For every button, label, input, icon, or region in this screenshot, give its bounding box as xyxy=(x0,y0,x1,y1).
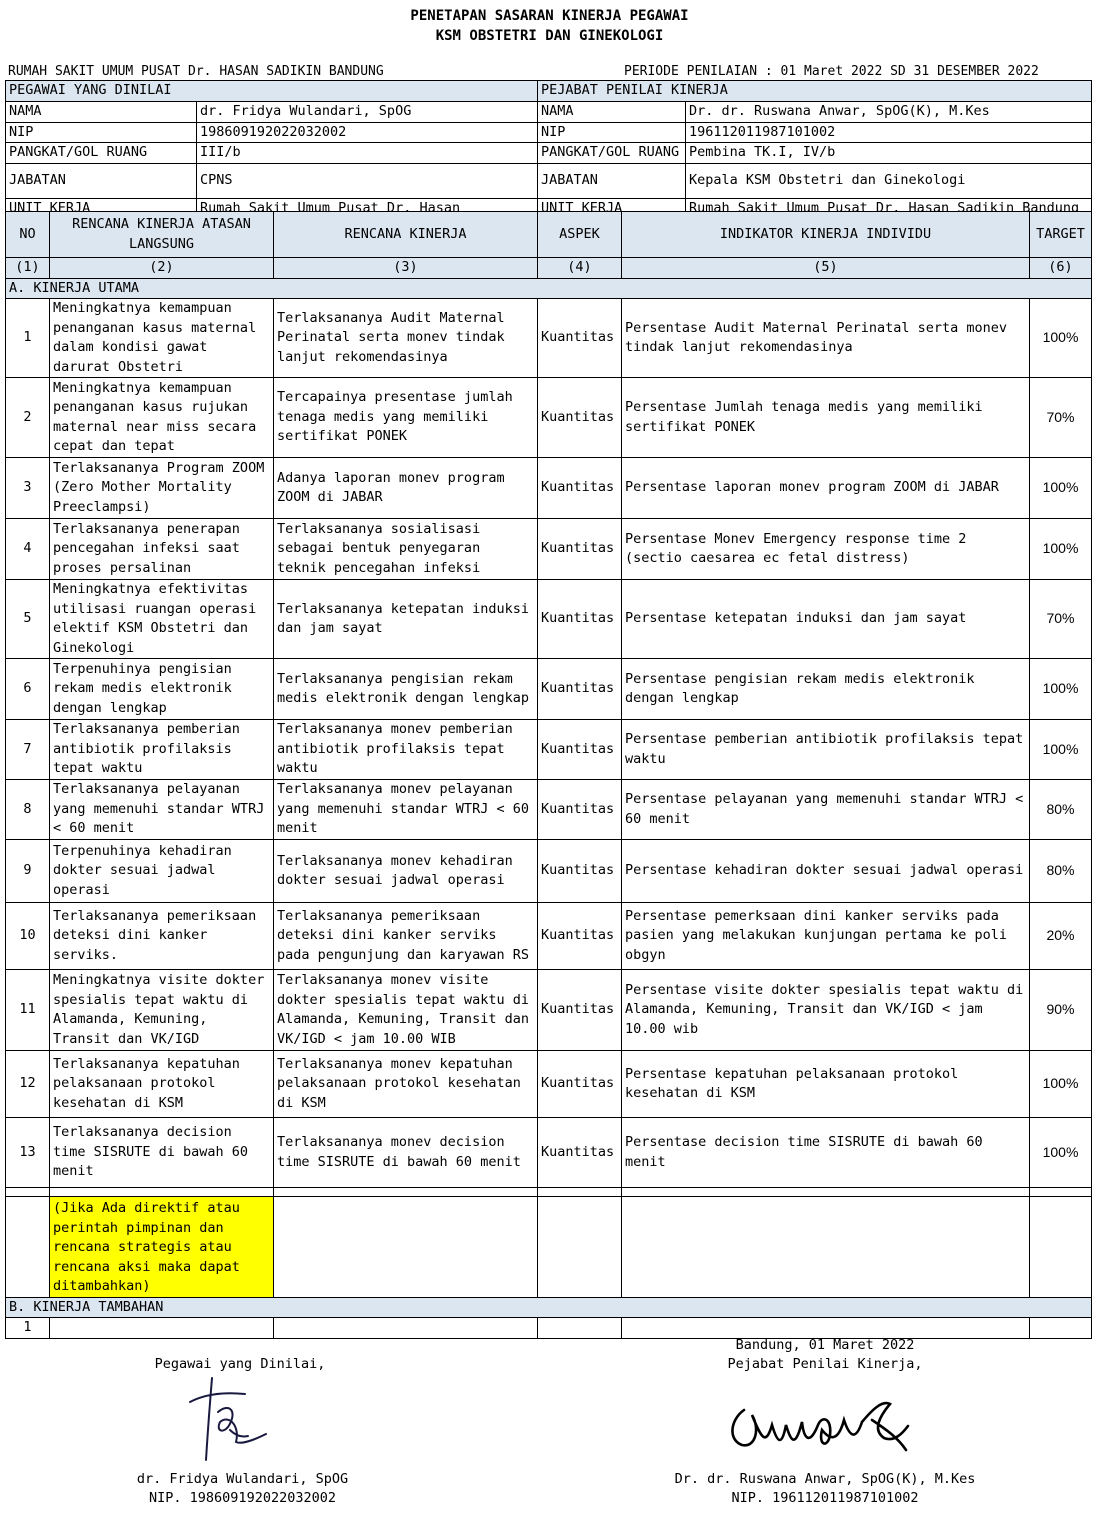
supervisor-plan-cell: Meningkatnya kemampuan penanganan kasus maternal dalam kondisi gawat darurat Obstetri xyxy=(50,299,274,378)
table-row xyxy=(6,720,1092,780)
row-number: 12 xyxy=(6,1051,50,1118)
aspect-cell: Kuantitas xyxy=(538,970,622,1051)
directive-note: (Jika Ada direktif atau perintah pimpinan dan rencana strategis atau rencana aksi maka dapat ditambahkan) xyxy=(50,1197,274,1298)
target-cell: 90% xyxy=(1030,970,1092,1051)
employee-nip: 198609192022032002 xyxy=(197,122,538,143)
table-row xyxy=(6,378,1092,458)
row-number: 1 xyxy=(6,299,50,378)
supervisor-plan-cell: Meningkatnya visite dokter spesialis tepat waktu di Alamanda, Kemuning, Transit dan VK/IGD xyxy=(50,970,274,1051)
employee-signature-nip: NIP. 198609192022032002 xyxy=(149,1490,336,1506)
assessor-signature-image xyxy=(722,1390,922,1460)
table-row xyxy=(6,580,1092,659)
table-row xyxy=(6,780,1092,840)
performance-plan-cell: Terlaksananya sosialisasi sebagai bentuk penyegaran teknik pencegahan infeksi xyxy=(274,519,538,580)
aspect-cell: Kuantitas xyxy=(538,903,622,970)
section-a-header: A. KINERJA UTAMA xyxy=(6,278,1092,299)
target-cell: 70% xyxy=(1030,580,1092,659)
target-cell: 100% xyxy=(1030,720,1092,780)
indicator-cell: Persentase Audit Maternal Perinatal serta monev tindak lanjut rekomendasinya xyxy=(622,299,1030,378)
supervisor-plan-cell: Terlaksananya kepatuhan pelaksanaan protokol kesehatan di KSM xyxy=(50,1051,274,1118)
aspect-cell: Kuantitas xyxy=(538,720,622,780)
section-b-header: B. KINERJA TAMBAHAN xyxy=(6,1297,1092,1318)
performance-plan-cell: Adanya laporan monev program ZOOM di JABAR xyxy=(274,458,538,519)
assessor-position: Kepala KSM Obstetri dan Ginekologi xyxy=(686,163,1092,198)
row-number: 11 xyxy=(6,970,50,1051)
identity-table xyxy=(5,80,1092,219)
employee-name: dr. Fridya Wulandari, SpOG xyxy=(197,101,538,122)
assessor-nip-label: NIP xyxy=(538,122,686,143)
indicator-cell: Persentase pelayanan yang memenuhi standar WTRJ < 60 menit xyxy=(622,780,1030,840)
column-number-1: (1) xyxy=(6,258,50,279)
supervisor-plan-cell: Terlaksananya pelayanan yang memenuhi standar WTRJ < 60 menit xyxy=(50,780,274,840)
indicator-cell: Persentase Monev Emergency response time 2 (sectio caesarea ec fetal distress) xyxy=(622,519,1030,580)
target-cell: 100% xyxy=(1030,1051,1092,1118)
row-number: 13 xyxy=(6,1118,50,1188)
aspect-cell: Kuantitas xyxy=(538,659,622,720)
performance-plan-cell: Terlaksananya Audit Maternal Perinatal serta monev tindak lanjut rekomendasinya xyxy=(274,299,538,378)
assessor-signature-name: Dr. dr. Ruswana Anwar, SpOG(K), M.Kes xyxy=(674,1471,976,1487)
employee-rank: III/b xyxy=(197,143,538,164)
row-number: 8 xyxy=(6,780,50,840)
indicator-cell: Persentase pemberian antibiotik profilaksis tepat waktu xyxy=(622,720,1030,780)
column-number-3: (3) xyxy=(274,258,538,279)
performance-plan-cell: Tercapainya presentase jumlah tenaga medis yang memiliki sertifikat PONEK xyxy=(274,378,538,458)
supervisor-plan-cell: Terpenuhinya pengisian rekam medis elektronik dengan lengkap xyxy=(50,659,274,720)
employee-section-header: PEGAWAI YANG DINILAI xyxy=(6,81,538,102)
extra-row-number: 1 xyxy=(6,1318,50,1339)
indicator-cell: Persentase Jumlah tenaga medis yang memiliki sertifikat PONEK xyxy=(622,378,1030,458)
column-header-indicator: INDIKATOR KINERJA INDIVIDU xyxy=(622,212,1030,258)
table-row xyxy=(6,1118,1092,1188)
column-header-supervisor-plan: RENCANA KINERJA ATASAN LANGSUNG xyxy=(50,212,274,258)
table-row xyxy=(6,903,1092,970)
indicator-cell: Persentase pengisian rekam medis elektronik dengan lengkap xyxy=(622,659,1030,720)
table-row xyxy=(6,458,1092,519)
performance-plan-cell: Terlaksananya monev kehadiran dokter sesuai jadwal operasi xyxy=(274,840,538,903)
supervisor-plan-cell: Terlaksananya penerapan pencegahan infeksi saat proses persalinan xyxy=(50,519,274,580)
document-subtitle: KSM OBSTETRI DAN GINEKOLOGI xyxy=(435,28,664,44)
supervisor-plan-cell: Meningkatnya efektivitas utilisasi ruangan operasi elektif KSM Obstetri dan Ginekologi xyxy=(50,580,274,659)
aspect-cell: Kuantitas xyxy=(538,458,622,519)
indicator-cell: Persentase decision time SISRUTE di bawah 60 menit xyxy=(622,1118,1030,1188)
table-row xyxy=(6,840,1092,903)
table-row xyxy=(6,519,1092,580)
performance-plan-cell: Terlaksananya ketepatan induksi dan jam sayat xyxy=(274,580,538,659)
row-number: 7 xyxy=(6,720,50,780)
aspect-cell: Kuantitas xyxy=(538,780,622,840)
assessor-unit: Rumah Sakit Umum Pusat Dr. Hasan Sadikin Bandung xyxy=(686,198,1092,219)
employee-nip-label: NIP xyxy=(6,122,197,143)
column-number-6: (6) xyxy=(1030,258,1092,279)
assessor-position-label: JABATAN xyxy=(538,163,686,198)
employee-unit-label: UNIT KERJA xyxy=(6,198,197,219)
column-number-4: (4) xyxy=(538,258,622,279)
performance-plan-cell: Terlaksananya pemeriksaan deteksi dini kanker serviks pada pengunjung dan karyawan RS xyxy=(274,903,538,970)
signing-place-date: Bandung, 01 Maret 2022 xyxy=(735,1337,915,1353)
target-cell: 80% xyxy=(1030,780,1092,840)
aspect-cell: Kuantitas xyxy=(538,1051,622,1118)
indicator-cell: Persentase laporan monev program ZOOM di JABAR xyxy=(622,458,1030,519)
performance-plan-cell: Terlaksananya monev pemberian antibiotik profilaksis tepat waktu xyxy=(274,720,538,780)
column-number-5: (5) xyxy=(622,258,1030,279)
employee-signature-caption: Pegawai yang Dinilai, xyxy=(154,1356,326,1372)
employee-name-label: NAMA xyxy=(6,101,197,122)
supervisor-plan-cell: Meningkatnya kemampuan penanganan kasus rujukan maternal near miss secara cepat dan tepat xyxy=(50,378,274,458)
target-cell: 20% xyxy=(1030,903,1092,970)
aspect-cell: Kuantitas xyxy=(538,580,622,659)
assessment-period: PERIODE PENILAIAN : 01 Maret 2022 SD 31 DESEMBER 2022 xyxy=(624,64,1039,79)
employee-rank-label: PANGKAT/GOL RUANG xyxy=(6,143,197,164)
column-header-target: TARGET xyxy=(1030,212,1092,258)
indicator-cell: Persentase pemerksaan dini kanker serviks pada pasien yang melakukan kunjungan pertama ke poli obgyn xyxy=(622,903,1030,970)
target-cell: 100% xyxy=(1030,659,1092,720)
row-number: 9 xyxy=(6,840,50,903)
row-number: 10 xyxy=(6,903,50,970)
column-header-aspect: ASPEK xyxy=(538,212,622,258)
assessor-unit-label: UNIT KERJA xyxy=(538,198,686,219)
row-number: 3 xyxy=(6,458,50,519)
institution-name: RUMAH SAKIT UMUM PUSAT Dr. HASAN SADIKIN BANDUNG xyxy=(8,64,384,79)
employee-position-label: JABATAN xyxy=(6,163,197,198)
indicator-cell: Persentase ketepatan induksi dan jam sayat xyxy=(622,580,1030,659)
column-header-no: NO xyxy=(6,212,50,258)
assessor-name-label: NAMA xyxy=(538,101,686,122)
target-cell: 100% xyxy=(1030,458,1092,519)
performance-plan-cell: Terlaksananya monev decision time SISRUTE di bawah 60 menit xyxy=(274,1118,538,1188)
aspect-cell: Kuantitas xyxy=(538,1118,622,1188)
assessor-rank: Pembina TK.I, IV/b xyxy=(686,143,1092,164)
target-cell: 100% xyxy=(1030,519,1092,580)
target-cell: 80% xyxy=(1030,840,1092,903)
assessor-rank-label: PANGKAT/GOL RUANG xyxy=(538,143,686,164)
assessor-section-header: PEJABAT PENILAI KINERJA xyxy=(538,81,1092,102)
employee-signature-name: dr. Fridya Wulandari, SpOG xyxy=(136,1471,349,1487)
aspect-cell: Kuantitas xyxy=(538,299,622,378)
row-number: 6 xyxy=(6,659,50,720)
employee-position: CPNS xyxy=(197,163,538,198)
indicator-cell: Persentase visite dokter spesialis tepat waktu di Alamanda, Kemuning, Transit dan VK/IGD < jam 10.00 wib xyxy=(622,970,1030,1051)
row-number: 2 xyxy=(6,378,50,458)
table-row xyxy=(6,970,1092,1051)
assessor-name: Dr. dr. Ruswana Anwar, SpOG(K), M.Kes xyxy=(686,101,1092,122)
performance-plan-cell: Terlaksananya monev pelayanan yang memenuhi standar WTRJ < 60 menit xyxy=(274,780,538,840)
employee-unit: Rumah Sakit Umum Pusat Dr. Hasan xyxy=(197,198,538,219)
assessor-nip: 196112011987101002 xyxy=(686,122,1092,143)
supervisor-plan-cell: Terpenuhinya kehadiran dokter sesuai jadwal operasi xyxy=(50,840,274,903)
performance-plan-cell: Terlaksananya monev visite dokter spesialis tepat waktu di Alamanda, Kemuning, Transit dan VK/IGD < jam 10.00 WIB xyxy=(274,970,538,1051)
document-title: PENETAPAN SASARAN KINERJA PEGAWAI xyxy=(410,8,689,24)
performance-plan-cell: Terlaksananya pengisian rekam medis elektronik dengan lengkap xyxy=(274,659,538,720)
target-cell: 100% xyxy=(1030,1118,1092,1188)
performance-table xyxy=(5,211,1092,1339)
row-number: 5 xyxy=(6,580,50,659)
supervisor-plan-cell: Terlaksananya decision time SISRUTE di bawah 60 menit xyxy=(50,1118,274,1188)
table-row xyxy=(6,299,1092,378)
table-row xyxy=(6,1051,1092,1118)
assessor-signature-caption: Pejabat Penilai Kinerja, xyxy=(727,1356,923,1372)
assessor-signature-nip: NIP. 196112011987101002 xyxy=(731,1490,919,1506)
indicator-cell: Persentase kehadiran dokter sesuai jadwal operasi xyxy=(622,840,1030,903)
aspect-cell: Kuantitas xyxy=(538,519,622,580)
aspect-cell: Kuantitas xyxy=(538,378,622,458)
target-cell: 70% xyxy=(1030,378,1092,458)
supervisor-plan-cell: Terlaksananya pemeriksaan deteksi dini kanker serviks. xyxy=(50,903,274,970)
employee-signature-image xyxy=(170,1372,280,1467)
indicator-cell: Persentase kepatuhan pelaksanaan protokol kesehatan di KSM xyxy=(622,1051,1030,1118)
table-row xyxy=(6,659,1092,720)
performance-plan-cell: Terlaksananya monev kepatuhan pelaksanaan protokol kesehatan di KSM xyxy=(274,1051,538,1118)
column-number-2: (2) xyxy=(50,258,274,279)
supervisor-plan-cell: Terlaksananya Program ZOOM (Zero Mother Mortality Preeclampsi) xyxy=(50,458,274,519)
supervisor-plan-cell: Terlaksananya pemberian antibiotik profilaksis tepat waktu xyxy=(50,720,274,780)
row-number: 4 xyxy=(6,519,50,580)
target-cell: 100% xyxy=(1030,299,1092,378)
column-header-performance-plan: RENCANA KINERJA xyxy=(274,212,538,258)
aspect-cell: Kuantitas xyxy=(538,840,622,903)
